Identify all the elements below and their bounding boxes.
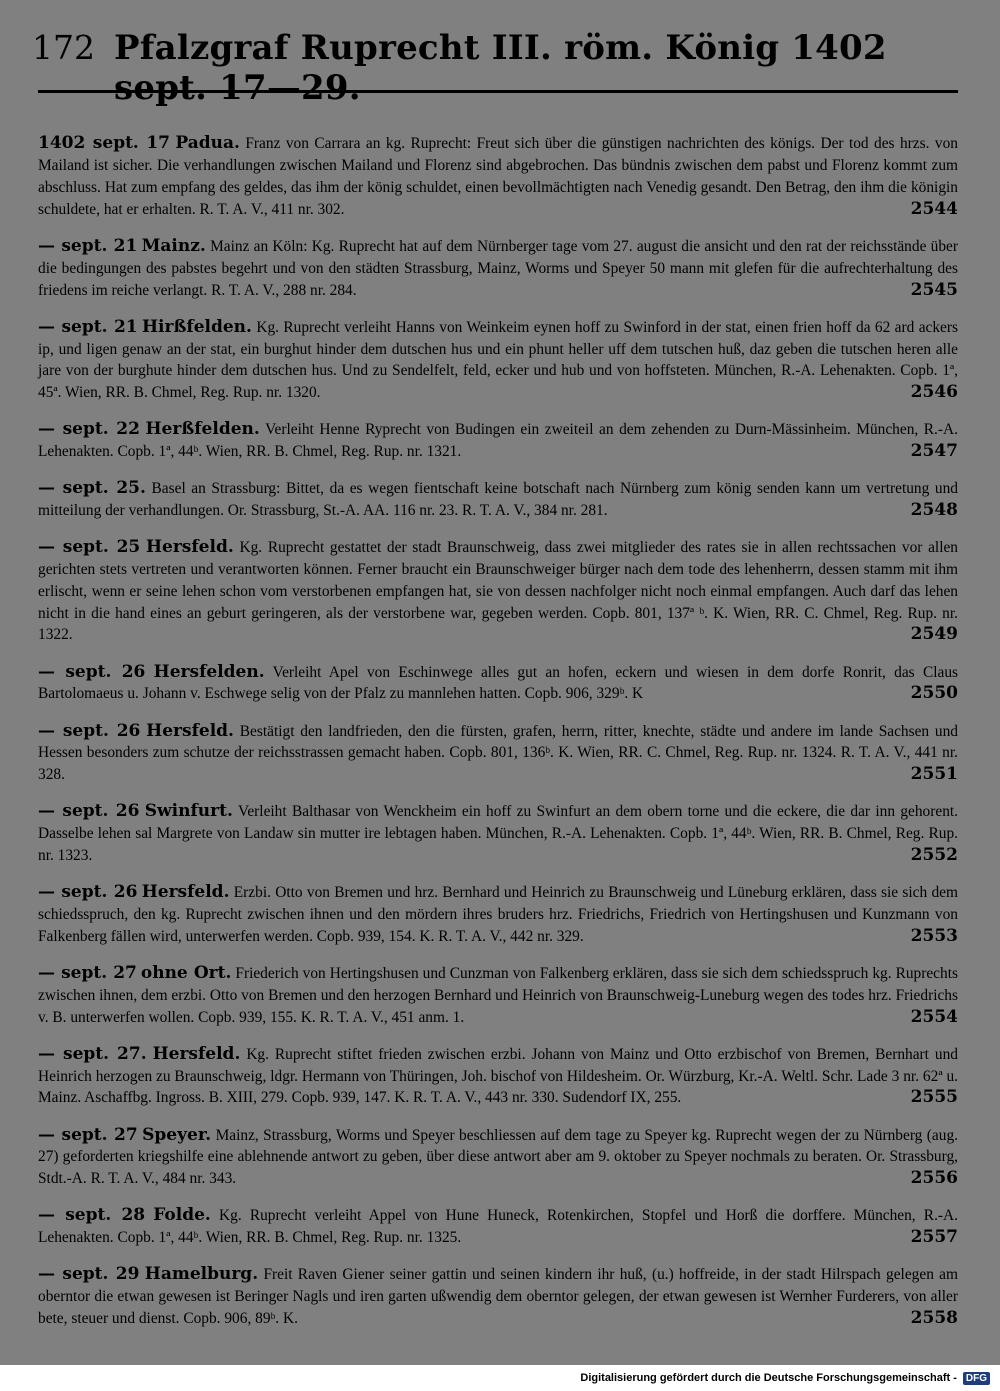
entry-number: 2546 xyxy=(910,382,958,403)
entry-place: Hersfeld. xyxy=(141,882,230,903)
entry-date: 1402 sept. 17 xyxy=(38,133,170,154)
entry-date: — sept. 27. xyxy=(38,1043,147,1064)
dfg-logo: DFG xyxy=(963,1372,990,1385)
entry xyxy=(38,478,958,522)
footer-text: Digitalisierung gefördert durch die Deutsche Forschungsgemeinschaft - xyxy=(580,1372,957,1384)
entry-place: Hersfeld. xyxy=(145,537,234,558)
entry-number: 2554 xyxy=(910,1006,958,1027)
entry-date: — sept. 21 xyxy=(38,235,138,256)
entry-number: 2549 xyxy=(910,624,958,645)
entry xyxy=(38,317,958,404)
entry-text: Verleiht Apel von Eschinwege alles gut an hofen, eckern und wiesen in dem dorfe Ronrit, das Claus Bartolomaeus u. Johann v. Eschwege selig von der Pfalz zu mannlehen hatten. Copb. 906, 329ᵇ. K xyxy=(38,663,959,703)
entry-text: Verleiht Balthasar von Wenckheim ein hoff zu Swinfurt an dem obern torne und die eckere, die dar inn gehorent. Dasselbe lehen sal Margrete von Landaw sin mutter ire lebtagen haben. München, R.-A. Lehenakten. Copb. 1ª, 44ᵇ. Wien, RR. B. Chmel, Reg. Rup. nr. 1323. xyxy=(38,803,959,865)
entry-text: Franz von Carrara an kg. Ruprecht: Freut sich über die günstigen nachrichten des königs. Der tod des hrzs. von Mailand ist sicher. Die verhandlungen zwischen Mailand und Florenz sind abgebrochen. Das bündnis zwischen dem pabst und Florenz kommt zum abschluss. Hat zum empfang des geldes, das ihm der könig schuldet, einen bevollmächtigten nach Venedig gesandt. Den Betrag, den ihm die königin schuldete, hat er erhalten. R. T. A. V., 411 nr. 302. xyxy=(38,135,958,218)
entry-number: 2555 xyxy=(910,1087,958,1108)
entry-number: 2550 xyxy=(910,683,958,704)
entry-text: Erzbi. Otto von Bremen und hrz. Bernhard und Heinrich zu Braunschweig und Lüneburg erklären, dass sie sich dem schiedsspruch, den kg. Ruprecht zwischen ihnen und den mördern ihres bruders hrz. Friedrichs, Friedrich von Hertingshusen und Kunzmann von Falkenberg fällen wird, unterwerfen werden. Copb. 939, 154. K. R. T. A. V., 442 nr. 329. xyxy=(38,884,958,945)
entry-number: 2558 xyxy=(910,1307,958,1328)
entry-place: Hirßfelden. xyxy=(142,316,252,337)
entry-place: Hamelburg. xyxy=(144,1264,259,1285)
page-title: Pfalzgraf Ruprecht III. röm. König 1402 sept. 17—29. xyxy=(114,28,887,108)
entry-text: Kg. Ruprecht stiftet frieden zwischen erzbi. Johann von Mainz und Otto erzbischof von Bremen, Bernhart und Heinrich herzogen zu Braunschweig, ldgr. Hermann von Thüringen, Joh. bischof von Hildesheim. Or. Würzburg, Kr.-A. Weltl. Schr. Lade 3 nr. 62ª u. Mainz. Aschaffbg. Ingross. B. XIII, 279. Copb. 939, 147. K. R. T. A. V., 443 nr. 330. Sudendorf IX, 255. xyxy=(38,1045,958,1107)
entry-text: Verleiht Henne Ryprecht von Budingen ein zweiteil an dem zehenden zu Durn-Mässinheim. München, R.-A. Lehenakten. Copb. 1ª, 44ᵇ. Wien, RR. B. Chmel, Reg. Rup. nr. 1321. xyxy=(38,421,958,461)
entry-date: — sept. 26 xyxy=(38,882,138,903)
entry-date: — sept. 28 xyxy=(38,1205,146,1226)
entry-date: — sept. 29 xyxy=(38,1264,140,1285)
entry xyxy=(38,236,958,301)
entry-text: Bestätigt den landfrieden, den die fürsten, grafen, herrn, ritter, knechte, städte und andere im lande Sachsen und Hessen besonders zum schutze der reichsstrassen gemacht haben. Copb. 801, 136ᵇ. K. Wien, RR. C. Chmel, Reg. Rup. nr. 1324. R. T. A. V., 441 nr. 328. xyxy=(38,722,958,784)
entry-place: Padua. xyxy=(175,133,240,154)
entry xyxy=(38,662,958,706)
entry xyxy=(38,1125,958,1190)
entry-date: — sept. 21 xyxy=(38,316,138,337)
entry-text: Kg. Ruprecht verleiht Appel von Hune Huneck, Rotenkirchen, Stopfel und Horß die dorffere. München, R.-A. Lehenakten. Copb. 1ª, 44ᵇ. Wien, RR. B. Chmel, Reg. Rup. nr. 1325. xyxy=(38,1207,959,1247)
entry xyxy=(38,1264,958,1329)
entry xyxy=(38,801,958,866)
entry-place: Hersfeld. xyxy=(146,720,234,741)
entry-number: 2548 xyxy=(910,500,958,521)
page-number: 172 xyxy=(32,28,95,67)
footer xyxy=(0,1365,1000,1391)
entry-list xyxy=(38,118,958,1334)
entry-place: Mainz. xyxy=(141,235,206,256)
entry-number: 2551 xyxy=(910,764,958,785)
entry-date: — sept. 27 xyxy=(38,963,137,983)
entry-place: ohne Ort. xyxy=(140,963,232,983)
entry-number: 2553 xyxy=(910,925,958,946)
entry-date: — sept. 26 xyxy=(38,801,140,822)
entry-text: Kg. Ruprecht verleiht Hanns von Weinkeim eynen hoff zu Swinford in der stat, einen frien hoff da 62 ard ackers ip, und ligen genaw an der stat, ein burghut hinder dem dutschen hus und ein phunt heller uff dem tutschen huß, daz geben die tutschen heren alle jare von der burghute hinder dem dutschen hus. Und zu Sendelfelt, feld, ecker und hub und von hoffsteten. München, R.-A. Lehenakten. Copb. 1ª, 45ª. Wien, RR. B. Chmel, Reg. Rup. nr. 1320. xyxy=(38,318,958,402)
entry-text: Friederich von Hertingshusen und Cunzman von Falkenberg erklären, dass sie sich dem schiedsspruch kg. Ruprechts zwischen ihnen, dem erzbi. Otto von Bremen und den herzogen Bernhard und Heinrich von Braunschweig-Luneburg wegen des todes hrz. Friedrichs v. B. unterwerfen wollen. Copb. 939, 155. K. R. T. A. V., 451 anm. 1. xyxy=(38,965,958,1026)
entry-text: Mainz an Köln: Kg. Ruprecht hat auf dem Nürnberger tage vom 27. august die ansicht und den rat der reichsstände über die bedingungen des pabstes begehrt und von den städten Strassburg, Mainz, Worms und Speyer 50 mann mit glefen für die aufrechterhaltung des friedens im reiche verlangt. R. T. A. V., 288 nr. 284. xyxy=(38,237,958,299)
entry-number: 2552 xyxy=(910,845,958,866)
entry-number: 2545 xyxy=(910,279,958,300)
entry-place: Herßfelden. xyxy=(145,419,260,440)
entry xyxy=(38,963,958,1028)
entry-place: Hersfelden. xyxy=(153,661,265,682)
entry-text: Basel an Strassburg: Bittet, da es wegen fientschaft keine botschaft nach Nürnberg zum könig senden kann um vertretung und mitteilung der verhandlungen. Or. Strassburg, St.-A. AA. 116 nr. 23. R. T. A. V., 384 nr. 281. xyxy=(38,480,958,520)
entry xyxy=(38,1044,958,1109)
entry xyxy=(38,1205,958,1249)
entry-place: Folde. xyxy=(153,1205,211,1226)
entry xyxy=(38,133,958,220)
entry-date: — sept. 25 xyxy=(38,537,141,558)
entry-place: Speyer. xyxy=(142,1124,212,1145)
entry xyxy=(38,419,958,463)
entry-text: Kg. Ruprecht gestattet der stadt Braunschweig, dass zwei mitglieder des rates sie in allen rechtssachen vor allen gerichten stets vertreten und verantworten können. Ferner braucht ein Braunschweiger bürger nach dem tode des lehenherrn, dessen stamm mit ihm erlischt, wenn er seine lehen schon vom verstorbenen empfangen hat, sie von dessen nachfolger nicht noch einmal empfangen. Auch darf das lehen nicht in die hand eines an geburt geringeren, als der verstorbene war, gegeben werden. Copb. 801, 137ª ᵇ. K. Wien, RR. C. Chmel, Reg. Rup. nr. 1322. xyxy=(38,539,958,644)
entry-place: Hersfeld. xyxy=(152,1043,241,1064)
entry-text: Freit Raven Giener seiner gattin und seinen kindern ihr huß, (u.) hoffreide, in der stadt Hilrspach gelegen am oberntor die etwan gewesen ist Beringer Nagls und iren garten ußwendig dem oberntor gelegen, der etwan gewesen ist Wernher Furderers, von aller bete, steuer und dienst. Copb. 906, 89ᵇ. K. xyxy=(38,1266,958,1327)
entry-date: — sept. 22 xyxy=(38,419,140,440)
entry-number: 2557 xyxy=(910,1227,958,1248)
entry-place: Swinfurt. xyxy=(144,801,233,822)
entry-date: — sept. 26 xyxy=(38,720,141,741)
entry xyxy=(38,882,958,947)
entry xyxy=(38,721,958,786)
entry-date: — sept. 26 xyxy=(38,661,146,682)
entry-number: 2544 xyxy=(910,198,958,219)
entry-date: — sept. 27 xyxy=(38,1124,138,1145)
entry-number: 2556 xyxy=(910,1168,958,1189)
entry-number: 2547 xyxy=(910,441,958,462)
entry-date: — sept. 25. xyxy=(38,478,146,499)
entry xyxy=(38,537,958,646)
header-rule xyxy=(38,90,958,93)
page-header xyxy=(32,28,960,108)
entry-text: Mainz, Strassburg, Worms und Speyer beschliessen auf dem tage zu Speyer kg. Ruprecht wegen der zu Nürnberg (aug. 27) geforderten kriegshilfe eine ablehnende antwort zu geben, über diese antwort aber am 9. oktober zu Speyer nochmals zu beraten. Or. Strassburg, Stdt.-A. R. T. A. V., 484 nr. 343. xyxy=(38,1126,958,1188)
